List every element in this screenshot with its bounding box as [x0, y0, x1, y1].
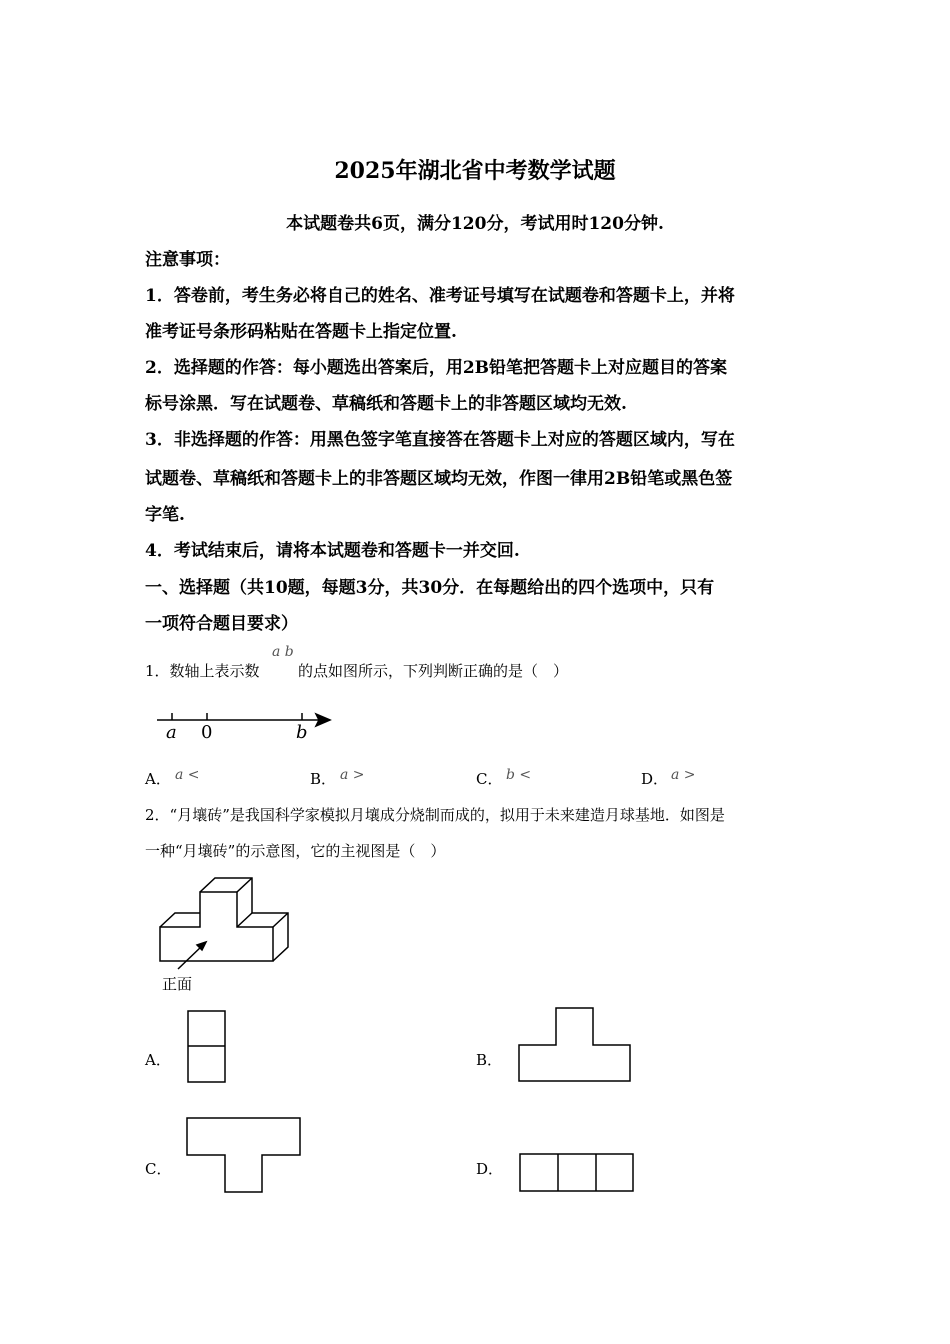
section-heading: 一项符合题目要求）: [145, 614, 298, 634]
note-line: 试题卷、草稿纸和答题卡上的非答题区域均无效，作图一律用2B铅笔或黑色签: [145, 469, 733, 489]
q2-text: 一种“月壤砖”的示意图，它的主视图是（ ）: [145, 842, 446, 860]
q1-option-d-expr: a >: [671, 767, 696, 783]
q1-option-c-expr: b <: [506, 767, 532, 783]
q2-option-b[interactable]: B．: [476, 1051, 503, 1069]
q1-prefix: 1．数轴上表示数: [145, 662, 260, 680]
q1-option-a-expr: a <: [175, 767, 200, 783]
note-line: 准考证号条形码粘贴在答题卡上指定位置.: [145, 322, 457, 342]
q1-suffix: 的点如图所示，下列判断正确的是（ ）: [298, 662, 569, 680]
note-line: 3．非选择题的作答：用黑色签字笔直接答在答题卡上对应的答题区域内，写在: [145, 430, 735, 450]
option-b-figure: [519, 1008, 630, 1081]
option-d-figure: [520, 1154, 633, 1191]
q1-option-b-expr: a >: [340, 767, 365, 783]
q2-text: 2．“月壤砖”是我国科学家模拟月壤成分烧制而成的，拟用于未来建造月球基地．如图是: [145, 806, 725, 824]
axis-label-0: 0: [201, 722, 213, 743]
front-label: 正面: [162, 975, 193, 993]
note-line: 标号涂黑．写在试题卷、草稿纸和答题卡上的非答题区域均无效.: [145, 394, 627, 414]
option-c-figure: [187, 1118, 300, 1192]
notes-heading: 注意事项：: [145, 250, 230, 270]
number-line: [157, 713, 330, 726]
brick-3d-figure: [160, 878, 288, 969]
q1-vars: a b: [272, 644, 294, 660]
q1-option-b[interactable]: B．: [310, 770, 337, 788]
q1-option-c[interactable]: C．: [476, 770, 503, 788]
q2-option-a[interactable]: A．: [145, 1051, 171, 1069]
note-line: 字笔.: [145, 505, 185, 525]
page-title: 2025年湖北省中考数学试题: [334, 158, 616, 184]
note-line: 2．选择题的作答：每小题选出答案后，用2B铅笔把答题卡上对应题目的答案: [145, 358, 728, 378]
note-line: 4．考试结束后，请将本试题卷和答题卡一并交回.: [145, 541, 520, 561]
note-line: 1．答卷前，考生务必将自己的姓名、准考证号填写在试题卷和答题卡上，并将: [145, 286, 735, 306]
q2-option-d[interactable]: D．: [476, 1160, 504, 1178]
option-a-figure: [188, 1011, 225, 1082]
q1-option-a[interactable]: A．: [145, 770, 171, 788]
axis-label-b: b: [296, 722, 308, 743]
q1-option-d[interactable]: D．: [641, 770, 669, 788]
section-heading: 一、选择题（共10题，每题3分，共30分．在每题给出的四个选项中，只有: [145, 578, 715, 598]
axis-label-a: a: [166, 722, 177, 743]
q2-option-c[interactable]: C．: [145, 1160, 172, 1178]
subtitle: 本试题卷共6页，满分120分，考试用时120分钟.: [286, 214, 664, 234]
